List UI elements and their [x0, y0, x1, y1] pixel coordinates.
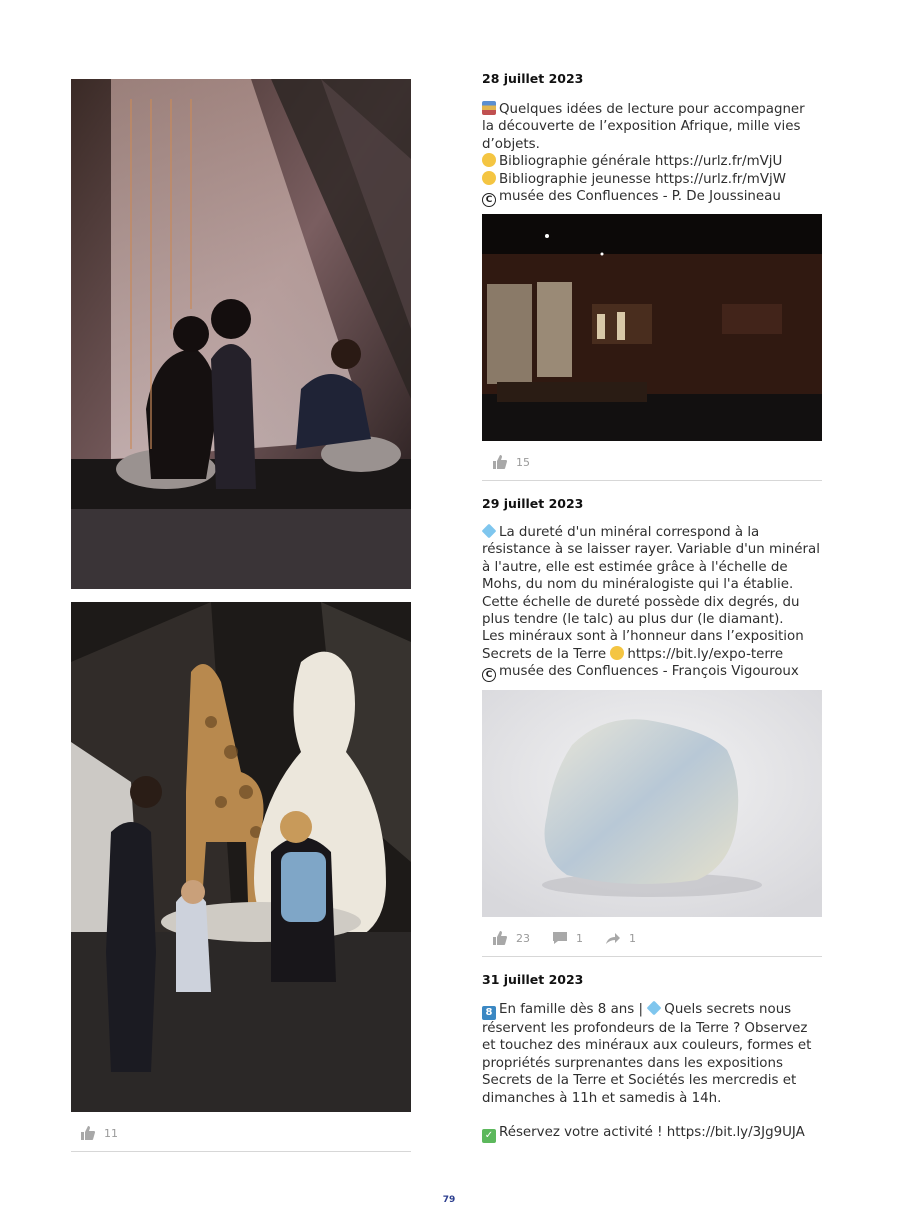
keycap-8-icon: 8 — [482, 1006, 496, 1020]
post-line: La dureté d'un minéral correspond à la — [499, 525, 760, 540]
page-number: 79 — [442, 1195, 456, 1205]
books-icon — [482, 101, 496, 115]
mineral-photo — [482, 690, 822, 917]
divider — [71, 1151, 411, 1152]
post-line: réservent les profondeurs de la Terre ? Observez — [482, 1021, 808, 1036]
post-stats — [492, 455, 552, 469]
share-icon — [605, 931, 621, 945]
like-stat[interactable] — [80, 1126, 118, 1140]
like-count: 15 — [516, 455, 530, 469]
post-line: Secrets de la Terre — [482, 646, 607, 662]
gem-icon — [482, 524, 497, 539]
post-text — [482, 1001, 824, 1143]
pointing-hand-icon — [482, 153, 496, 167]
post-text — [482, 101, 824, 207]
copyright-icon: C — [482, 668, 496, 682]
divider — [482, 956, 822, 957]
post-line: Secrets de la Terre et Sociétés les mercredis et — [482, 1073, 797, 1089]
post-stats — [492, 931, 658, 945]
post-line: et touchez des minéraux aux couleurs, formes et — [482, 1038, 812, 1054]
post-line: Les minéraux sont à l’honneur dans l’exposition — [482, 629, 804, 645]
post-line: musée des Confluences - P. De Joussineau — [499, 189, 781, 205]
post-line: la découverte de l’exposition Afrique, mille vies — [482, 119, 801, 135]
post-text — [482, 524, 824, 682]
african-exhibition-photo — [482, 214, 822, 441]
museum-gallery-photo-top — [71, 79, 411, 589]
post-line: Quelques idées de lecture pour accompagner — [499, 102, 805, 117]
post-date: 29 juillet 2023 — [482, 496, 584, 511]
comment-count: 1 — [576, 931, 583, 945]
thumbs-up-icon — [492, 931, 508, 945]
divider — [482, 480, 822, 481]
post-line: à l'autre, elle est estimée grâce à l'échelle de — [482, 559, 788, 575]
copyright-icon: C — [482, 193, 496, 207]
post-line: Quels secrets nous — [664, 1002, 792, 1017]
pointing-hand-icon — [610, 646, 624, 660]
museum-giraffe-bear-photo — [71, 602, 411, 1112]
post-line: En famille dès 8 ans | — [499, 1002, 644, 1017]
post-line: résistance à se laisser rayer. Variable d'un minéral — [482, 542, 820, 558]
post-line: Cette échelle de dureté possède dix degrés, du — [482, 594, 800, 610]
post-line: musée des Confluences - François Vigouroux — [499, 664, 799, 680]
pointing-hand-icon — [482, 171, 496, 185]
gem-icon — [647, 1001, 662, 1016]
like-count: 23 — [516, 931, 530, 945]
thumbs-up-icon — [80, 1126, 96, 1140]
post-line: propriétés surprenantes dans les expositions — [482, 1055, 783, 1071]
like-stat[interactable] — [492, 931, 530, 945]
like-count: 11 — [104, 1126, 118, 1140]
post-date: 31 juillet 2023 — [482, 972, 584, 987]
share-stat[interactable] — [605, 931, 636, 945]
post-date: 28 juillet 2023 — [482, 71, 584, 86]
comment-icon — [552, 931, 568, 945]
post-line: Bibliographie générale https://urlz.fr/mVjU — [499, 154, 783, 170]
thumbs-up-icon — [492, 455, 508, 469]
post-line: d’objets. — [482, 136, 540, 152]
left-post-stats — [80, 1126, 140, 1140]
post-line: plus tendre (le talc) au plus dur (le diamant). — [482, 612, 784, 628]
post-link[interactable]: https://bit.ly/expo-terre — [627, 646, 784, 662]
comment-stat[interactable] — [552, 931, 583, 945]
like-stat[interactable] — [492, 455, 530, 469]
check-mark-icon: ✓ — [482, 1129, 496, 1143]
post-line: Mohs, du nom du minéralogiste qui l'a établie. — [482, 577, 794, 593]
post-line: dimanches à 11h et samedis à 14h. — [482, 1090, 722, 1106]
share-count: 1 — [629, 931, 636, 945]
post-line: Réservez votre activité ! https://bit.ly/3Jg9UJA — [499, 1125, 805, 1141]
post-line: Bibliographie jeunesse https://urlz.fr/mVjW — [499, 171, 786, 187]
